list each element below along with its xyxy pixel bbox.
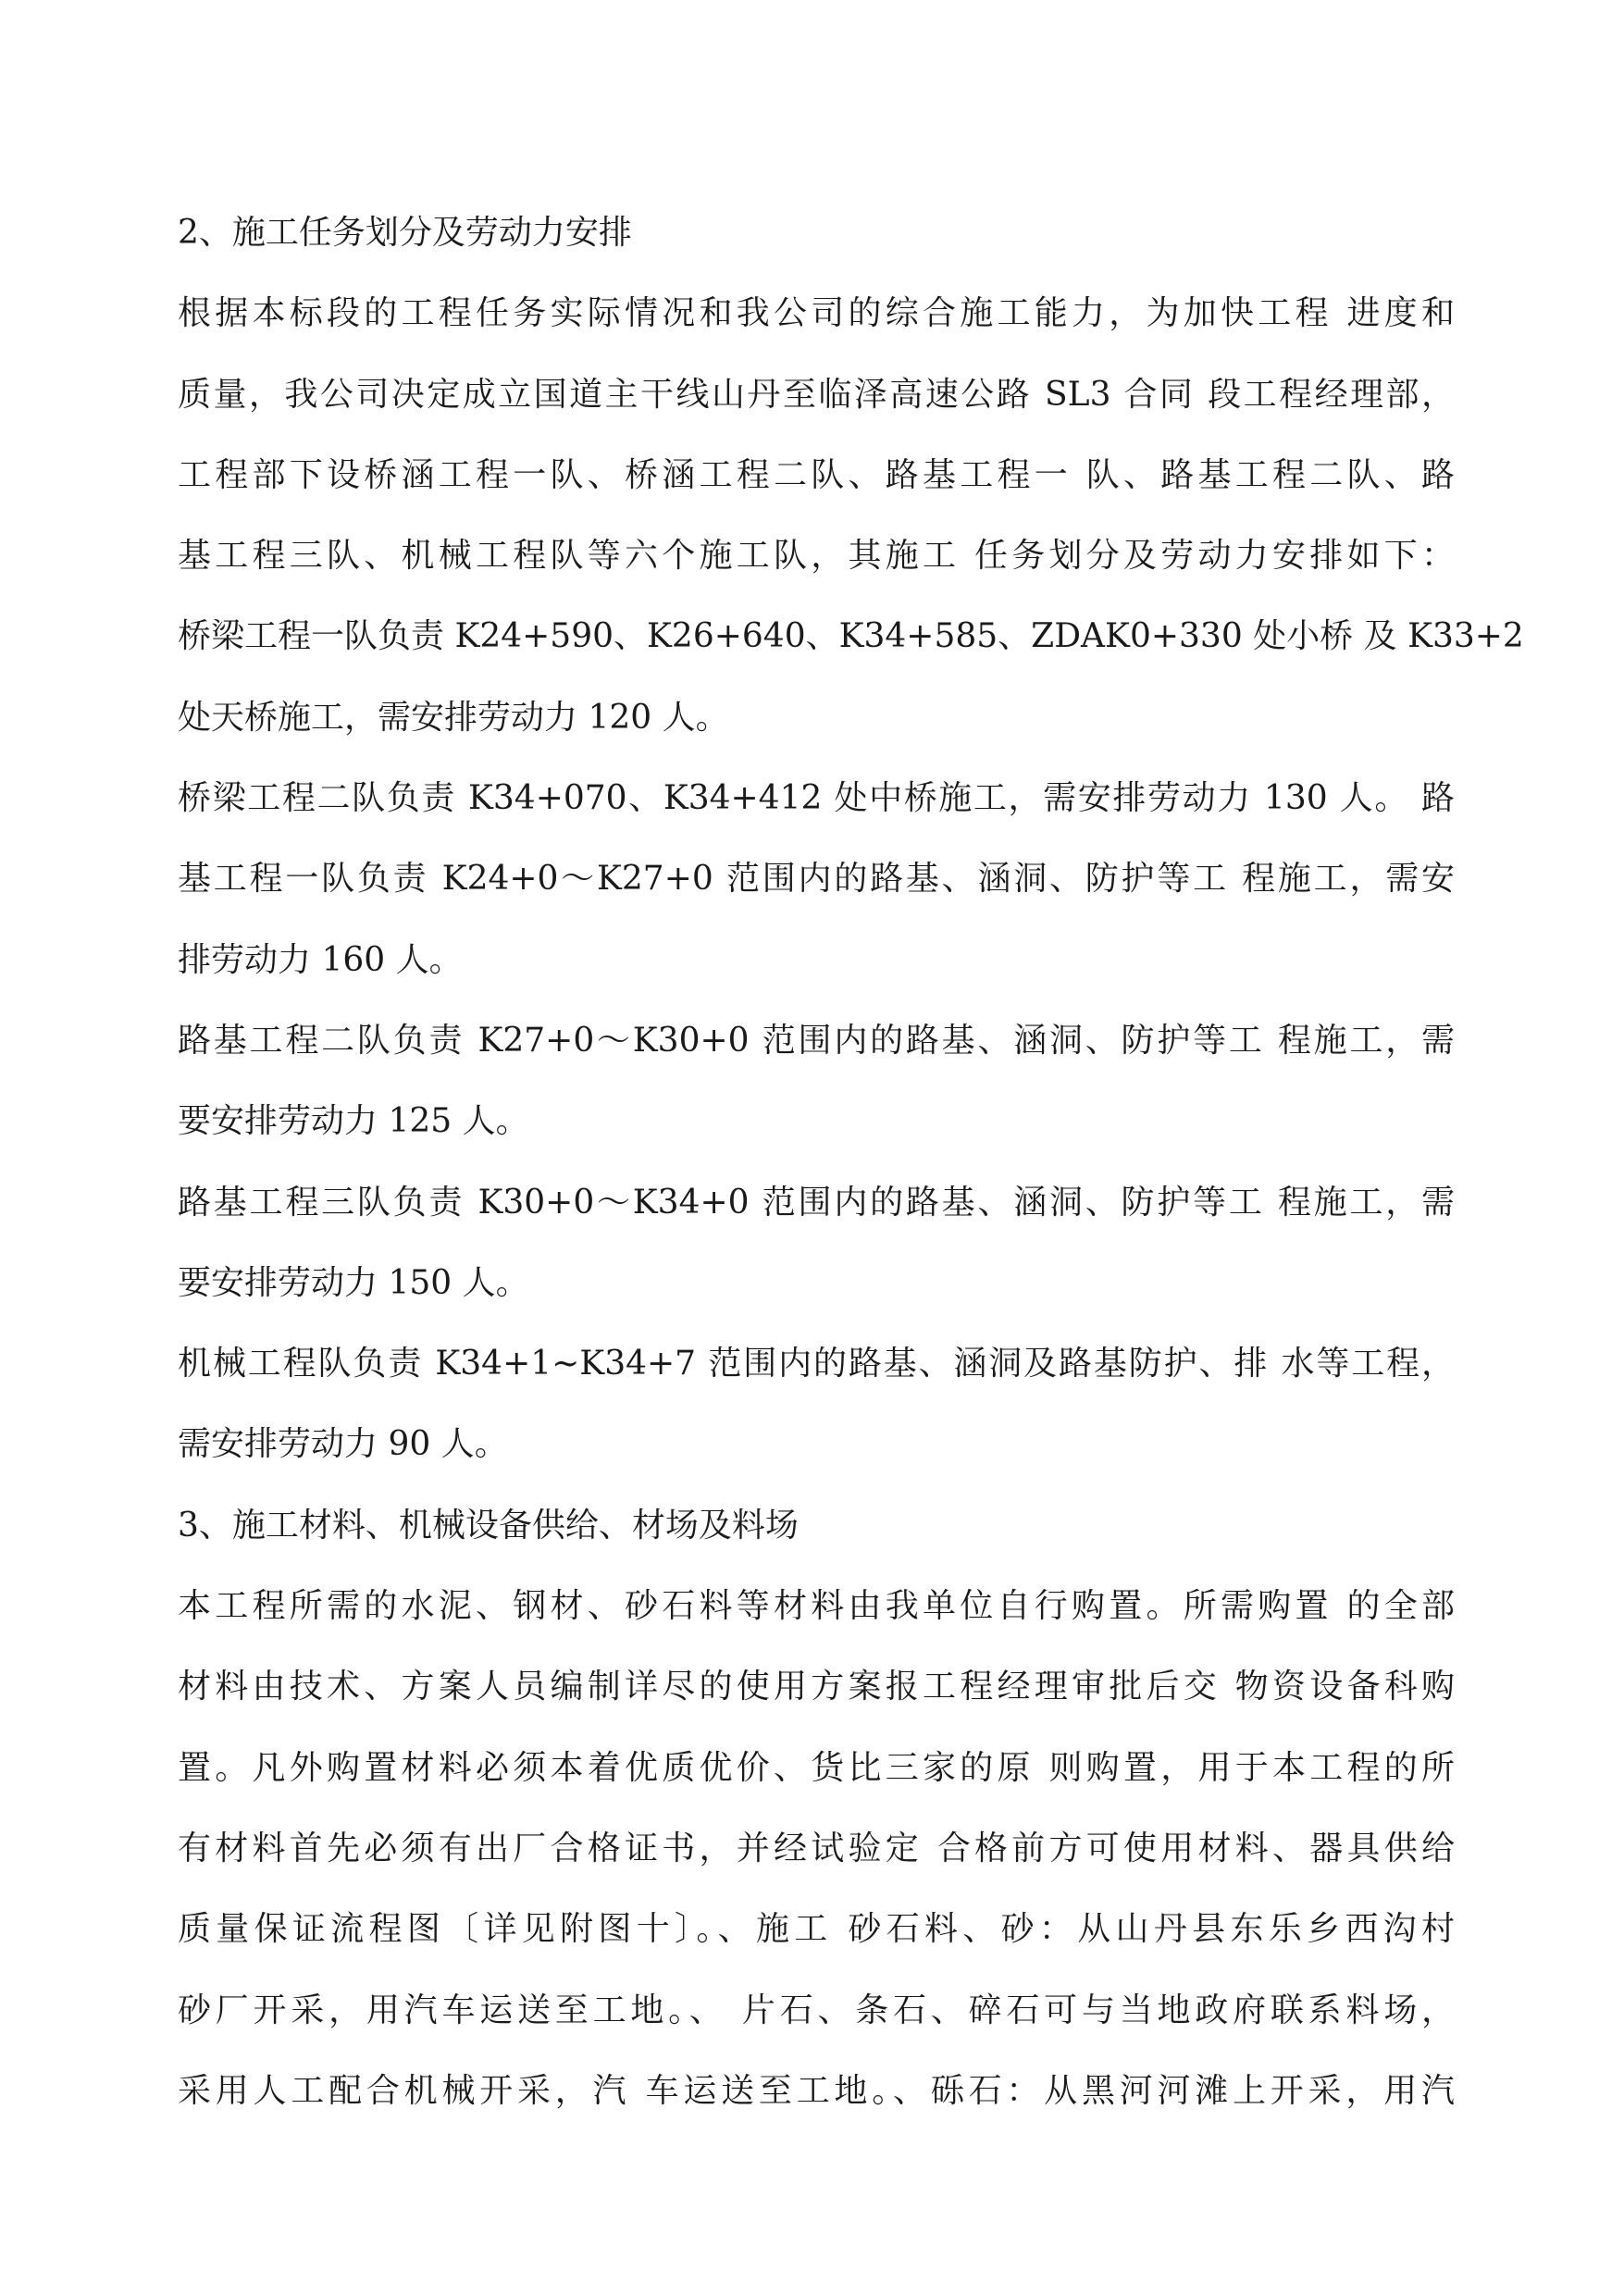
text-line: 路基工程二队负责 K27+0〜K30+0 范围内的路基、涵洞、防护等工 程施工，需 [178, 1021, 1455, 1060]
text-line: 本工程所需的水泥、钢材、砂石料等材料由我单位自行购置。所需购置 的全部 [178, 1587, 1455, 1626]
text-line: 基工程一队负责 K24+0〜K27+0 范围内的路基、涵洞、防护等工 程施工，需安 [178, 860, 1455, 899]
text-line: 质量保证流程图〔详见附图十〕。、施工 砂石料、砂：从山丹县东乐乡西沟村 [178, 1910, 1455, 1949]
text-line: 处天桥施工，需安排劳动力 120 人。 [178, 698, 729, 737]
text-line: 采用人工配合机械开采，汽 车运送至工地。、砾石：从黑河河滩上开采，用汽 [178, 2071, 1455, 2110]
text-line: 需安排劳动力 90 人。 [178, 1425, 508, 1464]
text-line: 要安排劳动力 125 人。 [178, 1102, 529, 1141]
text-line: 2、施工任务划分及劳动力安排 [178, 214, 632, 252]
text-line: 砂厂开采，用汽车运送至工地。、 片石、条石、碎石可与当地政府联系料场， [178, 1991, 1455, 2029]
text-line: 要安排劳动力 150 人。 [178, 1263, 529, 1302]
text-line: 质量，我公司决定成立国道主干线山丹至临泽高速公路 SL3 合同 段工程经理部， [178, 375, 1455, 414]
text-line: 3、施工材料、机械设备供给、材场及料场 [178, 1506, 799, 1544]
text-line: 机械工程队负责 K34+1~K34+7 范围内的路基、涵洞及路基防护、排 水等工程， [178, 1345, 1455, 1383]
text-line: 路基工程三队负责 K30+0〜K34+0 范围内的路基、涵洞、防护等工 程施工，需 [178, 1183, 1455, 1222]
text-line: 基工程三队、机械工程队等六个施工队，其施工 任务划分及劳动力安排如下： [178, 537, 1455, 576]
text-line: 工程部下设桥涵工程一队、桥涵工程二队、路基工程一 队、路基工程二队、路 [178, 455, 1455, 494]
text-line: 根据本标段的工程任务实际情况和我公司的综合施工能力，为加快工程 进度和 [178, 294, 1455, 333]
text-line: 桥梁工程二队负责 K34+070、K34+412 处中桥施工，需安排劳动力 130 人。 路 [178, 779, 1455, 818]
text-line: 置。凡外购置材料必须本着优质优价、货比三家的原 则购置，用于本工程的所 [178, 1748, 1455, 1787]
text-line: 桥梁工程一队负责 K24+590、K26+640、K34+585、ZDAK0+330 处小桥 及 K33+2 [178, 617, 1524, 656]
text-line: 材料由技术、方案人员编制详尽的使用方案报工程经理审批后交 物资设备科购 [178, 1668, 1455, 1706]
text-line: 排劳动力 160 人。 [178, 940, 463, 979]
body-text [178, 192, 1524, 2131]
text-line: 有材料首先必须有出厂合格证书，并经试验定 合格前方可使用材料、器具供给 [178, 1829, 1455, 1867]
